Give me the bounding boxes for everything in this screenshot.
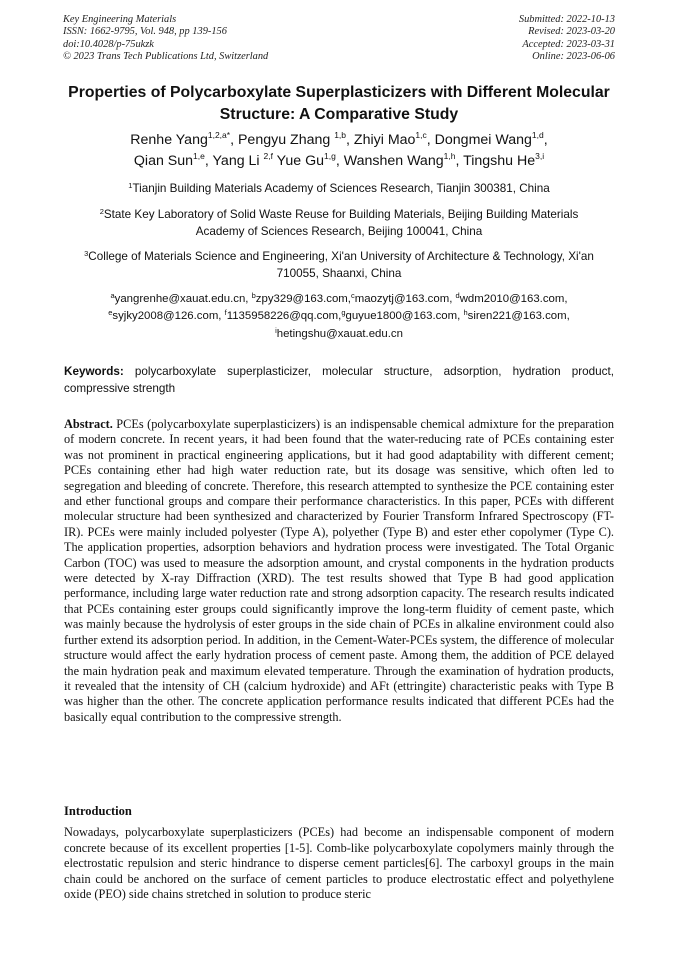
- journal-info: [63, 14, 268, 63]
- email-link[interactable]: $^b$zpy329@163.com,: [251, 291, 351, 305]
- paper-title: [40, 82, 638, 126]
- title-line-1: Properties of Polycarboxylate Superplasticizers with Different Molecular: [68, 84, 610, 101]
- date-accepted: Accepted: 2023-03-31: [522, 38, 615, 50]
- author: Yang Li $^{2,f}$: [212, 151, 273, 169]
- email-link[interactable]: $^i$hetingshu@xauat.edu.cn: [275, 325, 403, 340]
- author: Wanshen Wang$^{1,h}$,: [343, 151, 464, 169]
- email-link[interactable]: $^g$guyue1800@163.com,: [341, 308, 464, 323]
- email-link[interactable]: $^f$1135958226@qq.com,: [224, 308, 342, 323]
- email-link[interactable]: $^a$yangrenhe@xauat.edu.cn,: [110, 291, 252, 305]
- author: Yue Gu$^{1,g}$,: [276, 151, 344, 169]
- author: Tingshu He$^{3,i}$: [463, 151, 545, 169]
- introduction-text: Nowadays, polycarboxylate superplasticizers (PCEs) had become an indispensable component of modern concrete because of its excellent properties [1-5]. Comb-like polycarboxylate copolymers mainly through the electrostatic repulsion and steric hindrance to disperse cement particles[6]. The carboxyl groups in the main chain could be anchored on the surface of cement particles to produce electrostatic effect and polyethylene oxide (PEO) side chains stretched in solution to produce steric: [64, 825, 614, 902]
- journal-doi[interactable]: doi:10.4028/p-75ukzk: [63, 38, 154, 50]
- author: Zhiyi Mao$^{1,c}$,: [353, 130, 435, 148]
- email-list: [60, 291, 618, 343]
- email-link[interactable]: $^h$siren221@163.com,: [463, 308, 570, 323]
- email-link[interactable]: $^e$syjky2008@126.com,: [108, 308, 225, 323]
- keywords-text: polycarboxylate superplasticizer, molecular structure, adsorption, hydration product, compressive strength: [64, 365, 614, 396]
- email-link[interactable]: $^c$maozytj@163.com,: [350, 291, 456, 305]
- abstract-label: Abstract.: [64, 417, 113, 431]
- email-link[interactable]: $^d$wdm2010@163.com,: [455, 291, 568, 305]
- section-heading-introduction: Introduction: [64, 804, 132, 818]
- author: Renhe Yang$^{1,2,a*}$,: [130, 130, 238, 148]
- keywords: [64, 363, 614, 397]
- date-submitted: Submitted: 2022-10-13: [518, 14, 615, 25]
- affiliation-3: $^3$College of Materials Science and Engineering, Xi'an University of Architecture & Technology, Xi'an 710055, Shaanxi, China: [84, 249, 594, 281]
- abstract-text: PCEs (polycarboxylate superplasticizers) is an indispensable chemical admixture for the preparation of modern concrete. In recent years, it had been found that the water-reducing rate of PCEs containing ester was not prominent in practical engineering applications, but it had good adaptability with different cement; PCEs containing ether had high water reduction rate, but its dosage was sensitive, which often led to segregation and bleeding of concrete. Therefore, this research attempted to synthesize the PCE containing ester and ether functional groups and compare their performance characteristics. In this paper, PCEs with different molecular structure had been synthesized and characterized by Fourier Transform Infrared Spectroscopy (FT-IR). PCEs were mainly included polyester (Type A), polyether (Type B) and ester ether copolymer (Type C). The application properties, adsorption behaviors and hydration process were investigated. The Total Organic Carbon (TOC) was used to measure the adsorption amount, and crystal components in the hydration products were detected by X-ray Diffraction (XRD). The test results showed that Type B had good application performance, including large water reduction rate and strong adsorption capacity. The research results indicated that PCEs containing ester groups could significantly improve the long-term fluidity of cement paste, which was mainly because the hydrolysis of ester groups in the side chain of PCEs in alkaline environment could also further extend its adsorption period. In addition, in the Cement-Water-PCEs system, the difference of molecular structure would affect the early hydration process of cement paste. Among them, the addition of PCE delayed the main hydration peak and maximum elevated temperature. Through the examination of hydration products, it revealed that the intensity of CH (calcium hydroxide) and AFt (ettringite) characteristic peaks with Type B was higher than the other. The concrete application performance results indicated that different PCEs had the basically equal contribution to the compressive strength.: [64, 417, 614, 724]
- author-list: [40, 130, 638, 172]
- publication-dates: [519, 14, 615, 63]
- journal-name: Key Engineering Materials: [63, 14, 177, 25]
- affiliation-1: $^1$Tianjin Building Materials Academy of Sciences Research, Tianjin 300381, China: [128, 181, 550, 195]
- author: Dongmei Wang$^{1,d}$,: [434, 130, 548, 148]
- author: Pengyu Zhang $^{1,b}$,: [237, 130, 354, 148]
- author: Qian Sun$^{1,e}$,: [133, 151, 213, 169]
- journal-copyright: © 2023 Trans Tech Publications Ltd, Switzerland: [63, 50, 269, 62]
- journal-issn: ISSN: 1662-9795, Vol. 948, pp 139-156: [63, 26, 227, 38]
- date-revised: Revised: 2023-03-20: [528, 26, 615, 38]
- abstract: [64, 417, 614, 725]
- date-online: Online: 2023-06-06: [532, 50, 615, 62]
- keywords-label: Keywords:: [64, 365, 124, 378]
- affiliation-2: $^2$State Key Laboratory of Solid Waste Reuse for Building Materials, Beijing Building Materials Academy of Sciences Research, Beijing 100041, China: [99, 207, 579, 239]
- title-line-2: Structure: A Comparative Study: [219, 106, 459, 123]
